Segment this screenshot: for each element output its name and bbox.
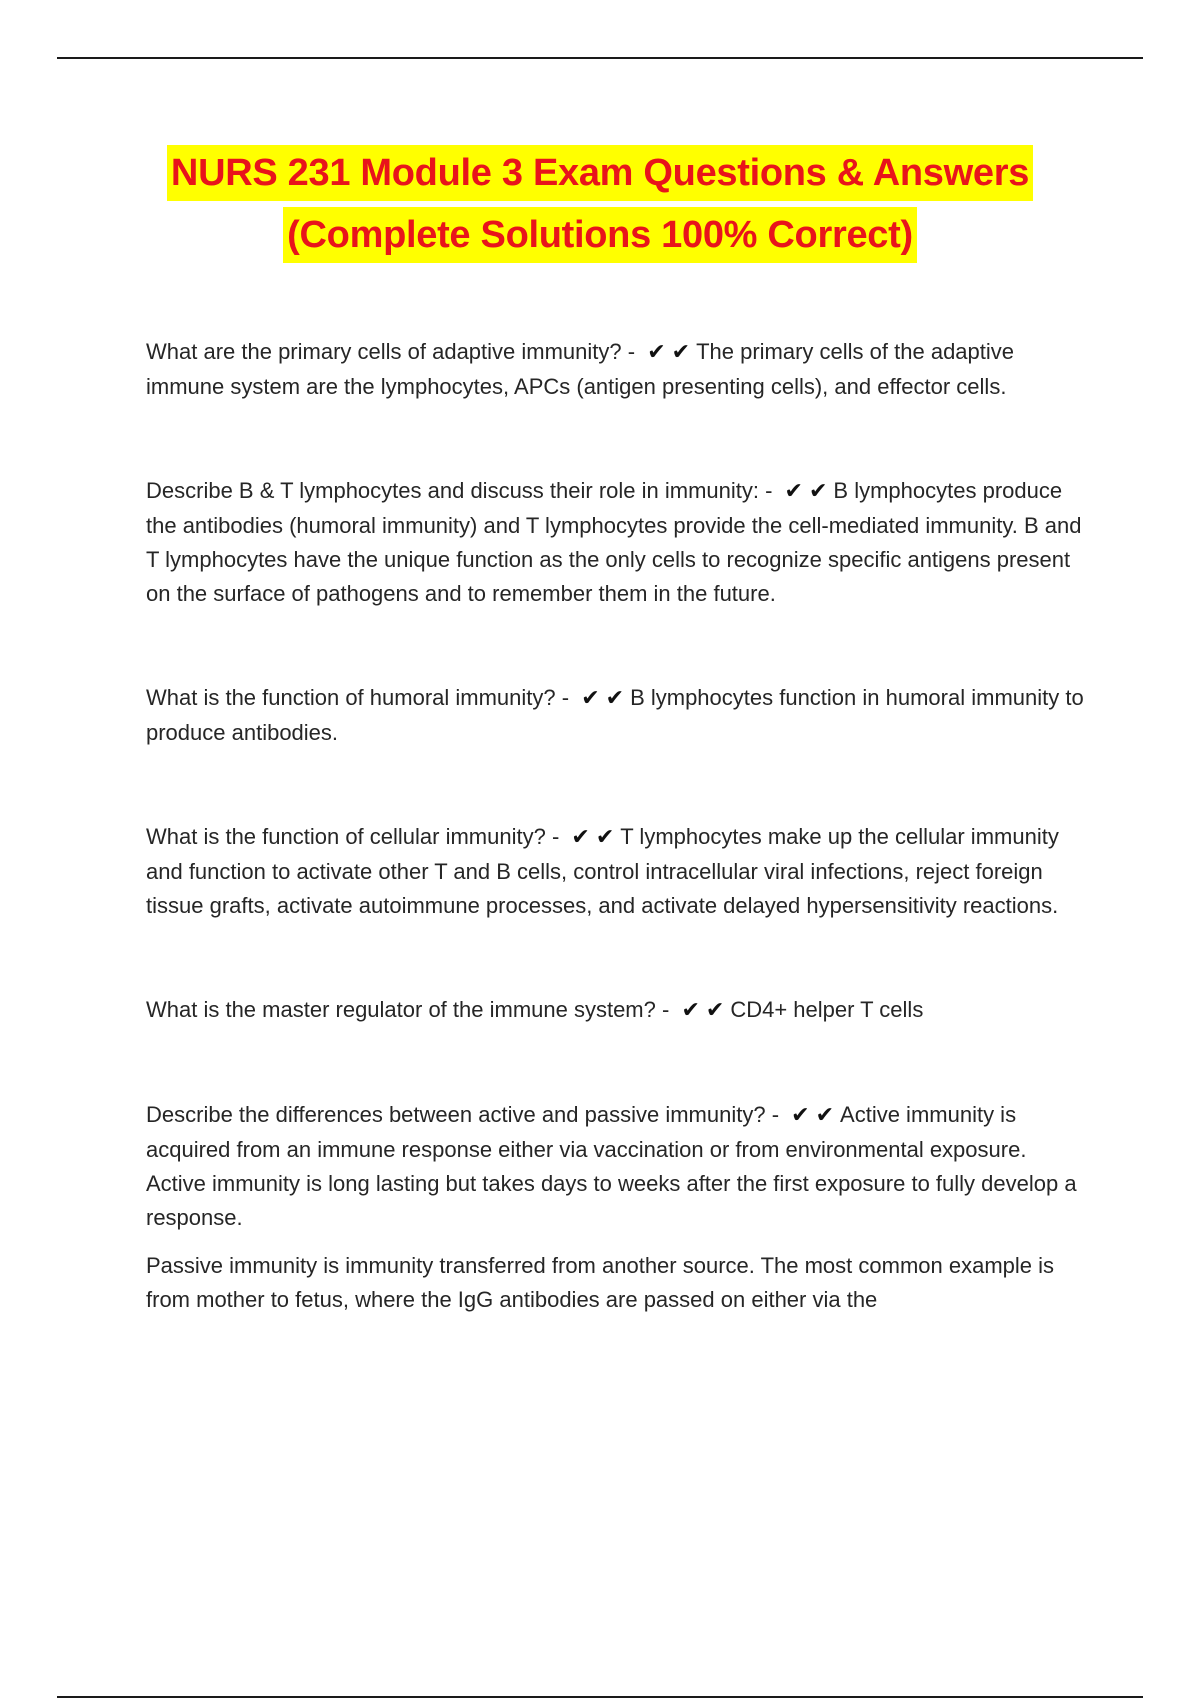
question-text: What is the function of cellular immunity? - bbox=[146, 824, 560, 849]
double-check-icon: ✔✔ bbox=[784, 479, 834, 504]
answer-text: T lymphocytes make up the cellular immunity and function to activate other T and B cells, control intracellular viral infections, reject foreign tissue grafts, activate autoimmune processes, and activate delayed hypersensitivity reactions. bbox=[146, 824, 1059, 918]
answer-text: CD4+ helper T cells bbox=[730, 997, 924, 1022]
continuation-paragraph: Passive immunity is immunity transferred from another source. The most common example is from mother to fetus, where the IgG antibodies are passed on either via the bbox=[146, 1253, 1055, 1312]
qa-item bbox=[146, 1098, 1086, 1235]
answer-text: The primary cells of the adaptive immune system are the lymphocytes, APCs (antigen presenting cells), and effector cells. bbox=[146, 339, 1015, 399]
question-text: What is the function of humoral immunity? - bbox=[146, 685, 570, 710]
qa-item bbox=[146, 993, 1086, 1028]
question-text: Describe B & T lymphocytes and discuss their role in immunity: - bbox=[146, 478, 773, 503]
question-text: What is the master regulator of the immune system? - bbox=[146, 997, 670, 1022]
double-check-icon: ✔✔ bbox=[571, 825, 621, 850]
double-check-icon: ✔✔ bbox=[681, 998, 731, 1023]
qa-item bbox=[146, 820, 1086, 923]
document-title bbox=[0, 145, 1200, 269]
question-text: Describe the differences between active and passive immunity? - bbox=[146, 1102, 780, 1127]
bottom-rule bbox=[57, 1696, 1143, 1698]
qa-item bbox=[146, 681, 1086, 750]
double-check-icon: ✔✔ bbox=[647, 340, 697, 365]
question-text: What are the primary cells of adaptive immunity? - bbox=[146, 339, 636, 364]
qa-list bbox=[146, 335, 1086, 1317]
double-check-icon: ✔✔ bbox=[791, 1103, 841, 1128]
qa-item bbox=[146, 335, 1086, 404]
qa-item bbox=[146, 474, 1086, 611]
top-rule bbox=[57, 57, 1143, 59]
answer-text: B lymphocytes function in humoral immunity to produce antibodies. bbox=[146, 685, 1084, 745]
title-line-2: (Complete Solutions 100% Correct) bbox=[283, 207, 917, 263]
answer-text: B lymphocytes produce the antibodies (humoral immunity) and T lymphocytes provide the cell-mediated immunity. B and T lymphocytes have the unique function as the only cells to recognize specific antigens present on the surface of pathogens and to remember them in the future. bbox=[146, 478, 1082, 606]
title-line-1: NURS 231 Module 3 Exam Questions & Answers bbox=[167, 145, 1033, 201]
answer-text: Active immunity is acquired from an immune response either via vaccination or from environmental exposure. Active immunity is long lasting but takes days to weeks after the first exposure to fully develop a response. bbox=[146, 1102, 1077, 1230]
double-check-icon: ✔✔ bbox=[581, 686, 631, 711]
